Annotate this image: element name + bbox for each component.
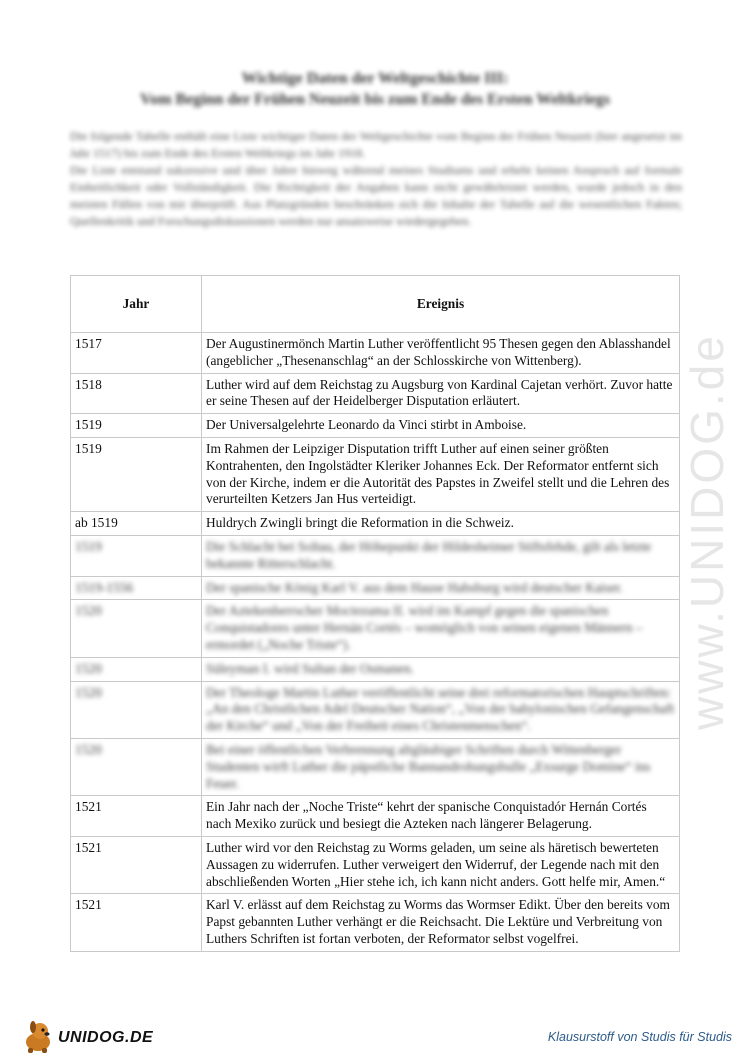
row-year: ab 1519: [71, 512, 202, 536]
row-year: 1519: [71, 414, 202, 438]
table-row: [71, 836, 680, 893]
row-event: Luther wird auf dem Reichstag zu Augsburg von Kardinal Cajetan verhört. Zuvor hatte er seine Thesen auf der Heidelberger Disputation erläutert.: [202, 373, 680, 414]
row-event-text: Der Theologe Martin Luther veröffentlicht seine drei reformatorischen Hauptschriften: „An den Christlichen Adel Deutscher Nation“, „Von der babylonischen Gefangenschaft der Kirche“ und „Von der Freiheit eines Christenmenschen“.: [206, 684, 675, 734]
intro-text: [70, 128, 682, 230]
document-title: [70, 68, 680, 110]
row-event: Karl V. erlässt auf dem Reichstag zu Worms das Wormser Edikt. Über den bereits vom Papst gebannten Luther verhängt er die Reichsacht. Die Lektüre und Verbreitung von Luthers Schriften ist fortan verboten, der Reformator selbst vogelfrei.: [202, 894, 680, 951]
row-event: Luther wird vor den Reichstag zu Worms geladen, um seine als häretisch bewerteten Aussagen zu widerrufen. Luther verweigert den Widerruf, der Legende nach mit den abschließenden Worten „Hier stehe ich, ich kann nicht anders. Gott helfe mir, Amen.“: [202, 836, 680, 893]
row-year: 1519: [71, 437, 202, 511]
watermark: www.UNIDOG.de: [681, 333, 733, 730]
table-row: [71, 414, 680, 438]
table-body: [71, 333, 680, 952]
row-year: 1521: [71, 796, 202, 837]
table-row: [71, 681, 680, 738]
row-event: [202, 657, 680, 681]
row-event: Im Rahmen der Leipziger Disputation trifft Luther auf einen seiner größten Kontrahenten, den Ingolstädter Kleriker Johannes Eck. Der Reformator entfernt sich von der Kirche, indem er die Autorität des Papstes in Zweifel stellt und die Lehren des verurteilten Ketzers Jan Hus verteidigt.: [202, 437, 680, 511]
row-year: [71, 535, 202, 576]
row-year-text: 1519: [75, 538, 102, 554]
row-year: [71, 600, 202, 657]
dog-icon: [18, 1018, 58, 1054]
logo-text: UNIDOG.DE: [58, 1029, 154, 1046]
table-row: [71, 738, 680, 795]
table-row: [71, 437, 680, 511]
row-event: [202, 681, 680, 738]
header-year: Jahr: [71, 276, 202, 333]
title-line-1: Wichtige Daten der Weltgeschichte III:: [241, 70, 509, 87]
row-year-text: 1520: [75, 741, 102, 757]
unidog-logo[interactable]: [18, 1018, 168, 1054]
row-year: [71, 576, 202, 600]
table-row: [71, 333, 680, 374]
header-event: Ereignis: [202, 276, 680, 333]
row-year: 1518: [71, 373, 202, 414]
intro-paragraph: Die Liste entstand sukzessive und über Jahre hinweg während meines Studiums und erhebt keinen Anspruch auf formale Einheitlichkeit oder Vollständigkeit. Die Richtigkeit der Angaben kann nicht gewährleistet werden, wurde jedoch in den meisten Fällen von mir überprüft. Aus Platzgründen beschränken sich die Inhalte der Tabelle auf die wesentlichen Fakten; Quellenkritik und Forschungsdiskussionen werden nur ansatzweise wiedergegeben.: [70, 163, 682, 228]
row-event: Ein Jahr nach der „Noche Triste“ kehrt der spanische Conquistadór Hernán Cortés nach Mexiko zurück und besiegt die Azteken nach längerer Belagerung.: [202, 796, 680, 837]
row-event-text: Die Schlacht bei Soltau, der Höhepunkt der Hildesheimer Stiftsfehde, gilt als letzte bekannte Ritterschlacht.: [206, 538, 652, 571]
row-year: 1521: [71, 836, 202, 893]
row-year-text: 1520: [75, 660, 102, 676]
row-event: [202, 576, 680, 600]
table-row: [71, 894, 680, 951]
table-row: [71, 535, 680, 576]
row-event: Der Universalgelehrte Leonardo da Vinci stirbt in Amboise.: [202, 414, 680, 438]
events-table: [70, 275, 680, 952]
row-year: 1521: [71, 894, 202, 951]
row-event: Huldrych Zwingli bringt die Reformation in die Schweiz.: [202, 512, 680, 536]
table-row: [71, 576, 680, 600]
row-event: [202, 738, 680, 795]
row-year: [71, 681, 202, 738]
intro-paragraph: Die folgende Tabelle enthält eine Liste wichtiger Daten der Weltgeschichte vom Beginn der Frühen Neuzeit (hier angesetzt im Jahr 1517) bis zum Ende des Ersten Weltkriegs im Jahr 1918.: [70, 129, 682, 160]
title-line-2: Vom Beginn der Frühen Neuzeit bis zum Ende des Ersten Weltkriegs: [140, 91, 610, 108]
table-row: [71, 600, 680, 657]
table-row: [71, 657, 680, 681]
row-year: [71, 657, 202, 681]
row-event-text: Süleyman I. wird Sultan der Osmanen.: [206, 660, 414, 676]
row-event: Der Augustinermönch Martin Luther veröffentlicht 95 Thesen gegen den Ablasshandel (angeblicher „Thesenanschlag“ an der Schlosskirche von Wittenberg).: [202, 333, 680, 374]
table-row: [71, 796, 680, 837]
row-year: 1517: [71, 333, 202, 374]
row-event-text: Bei einer öffentlichen Verbrennung altgläubiger Schriften durch Wittenberger Studenten wirft Luther die päpstliche Bannandrohungsbulle „Exsurge Domine“ ins Feuer.: [206, 741, 651, 791]
row-event: [202, 600, 680, 657]
table-row: [71, 512, 680, 536]
table-row: [71, 373, 680, 414]
row-event-text: Der spanische König Karl V. aus dem Hause Habsburg wird deutscher Kaiser.: [206, 579, 623, 595]
row-event: [202, 535, 680, 576]
row-year: [71, 738, 202, 795]
table-header-row: [71, 276, 680, 333]
row-year-text: 1519-1556: [75, 579, 134, 595]
row-year-text: 1520: [75, 603, 102, 619]
row-event-text: Der Aztekenherrscher Moctezuma II. wird im Kampf gegen die spanischen Conquistadores unter Hernán Cortés – womöglich von seinen eigenen Männern – ermordet („Noche Triste“).: [206, 603, 643, 652]
row-year-text: 1520: [75, 684, 102, 700]
footer-claim: Klausurstoff von Studis für Studis: [547, 1030, 732, 1044]
